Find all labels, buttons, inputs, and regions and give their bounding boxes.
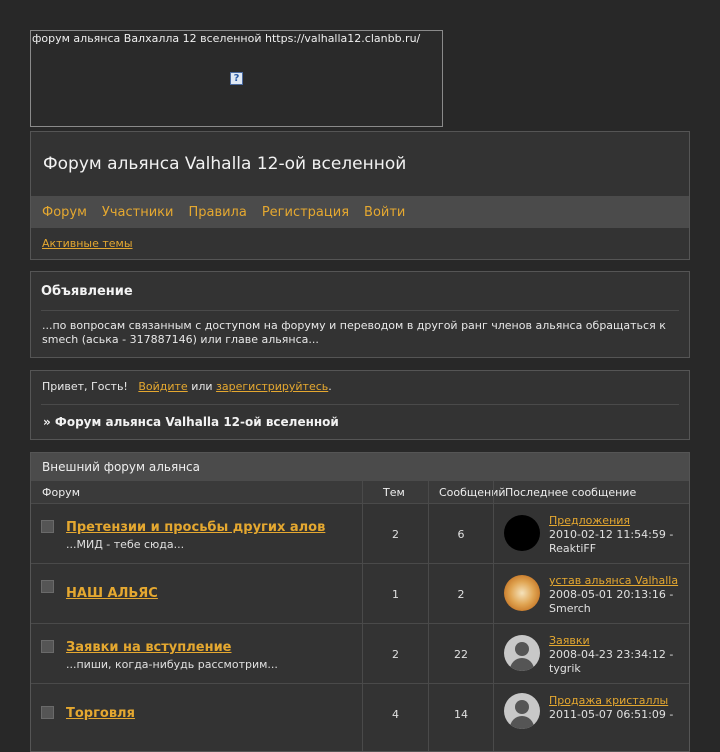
greeting: Привет, Гость! [42,380,128,393]
avatar [504,693,540,729]
forum-table [30,452,690,752]
col-topics: Тем [383,486,405,499]
forum-status-icon [41,520,54,533]
divider [41,404,679,405]
category-title: Внешний форум альянса [42,460,200,474]
category-header [31,453,689,481]
last-post-user: tygrik [549,662,581,675]
last-post-date: 2011-05-07 06:51:09 - [549,708,674,721]
welcome-panel [30,370,690,440]
last-post [549,574,678,616]
column-headers [31,481,689,504]
col-posts: Сообщений [439,486,506,499]
last-post-user: Smerch [549,602,591,615]
site-header [30,131,690,260]
table-row [31,623,689,684]
or-text: или [191,380,213,393]
table-row [31,563,689,624]
forum-link[interactable]: НАШ АЛЬЯС [66,586,158,601]
register-link[interactable]: зарегистрируйтесь [216,380,329,393]
broken-image-icon: ? [230,72,243,85]
last-post [549,634,673,676]
posts-count: 2 [457,588,465,601]
posts-count: 14 [454,708,468,721]
topics-count: 2 [392,528,399,541]
last-post-user: ReaktiFF [549,542,597,555]
forum-description: ...МИД - тебе сюда... [66,538,185,551]
nav-forum[interactable]: Форум [42,204,87,220]
announcement-text: ...по вопросам связанным с доступом на форуму и переводом в другой ранг членов альянса обращаться к smech (аська - 317887146) или главе альянса... [42,319,666,346]
last-post [549,514,673,556]
topics-count: 1 [392,588,399,601]
col-forum: Форум [42,486,80,499]
login-link[interactable]: Войдите [138,380,188,393]
forum-status-icon [41,640,54,653]
nav-register[interactable]: Регистрация [261,204,350,220]
forum-link[interactable]: Заявки на вступление [66,640,232,655]
nav-login[interactable]: Войти [364,204,406,220]
col-last: Последнее сообщение [505,486,637,499]
main-nav [31,196,689,228]
forum-status-icon [41,580,54,593]
forum-link[interactable]: Торговля [66,706,135,721]
last-post-link[interactable]: Предложения [549,514,631,527]
topics-count: 4 [392,708,399,721]
last-post-link[interactable]: Продажа кристаллы [549,694,669,707]
last-post-date: 2008-05-01 20:13:16 - [549,588,674,601]
active-topics-link[interactable]: Активные темы [42,237,133,250]
forum-link[interactable]: Претензии и просьбы других алов [66,520,326,535]
period-text: . [328,380,332,393]
avatar [504,575,540,611]
banner-text: форум альянса Валхалла 12 вселенной https://valhalla12.clanbb.ru/ [32,32,421,45]
table-row [31,503,689,564]
last-post-date: 2008-04-23 23:34:12 - [549,648,674,661]
divider [41,310,679,311]
announcement-title: Объявление [41,284,133,299]
last-post [549,694,673,722]
announcement-panel [30,271,690,358]
posts-count: 22 [454,648,468,661]
breadcrumb: » Форум альянса Valhalla 12-ой вселенной [43,415,339,429]
table-row [31,683,689,744]
avatar [504,515,540,551]
last-post-date: 2010-02-12 11:54:59 - [549,528,674,541]
nav-members[interactable]: Участники [101,204,174,220]
site-title: Форум альянса Valhalla 12-ой вселенной [43,154,407,174]
avatar [504,635,540,671]
forum-status-icon [41,706,54,719]
ad-banner[interactable] [30,30,443,127]
forum-description: ...пиши, когда-нибудь рассмотрим... [66,658,278,671]
topics-count: 2 [392,648,399,661]
welcome-line [42,380,332,393]
posts-count: 6 [457,528,465,541]
last-post-link[interactable]: устав альянса Valhalla [549,574,679,587]
last-post-link[interactable]: Заявки [549,634,590,647]
nav-rules[interactable]: Правила [188,204,247,220]
